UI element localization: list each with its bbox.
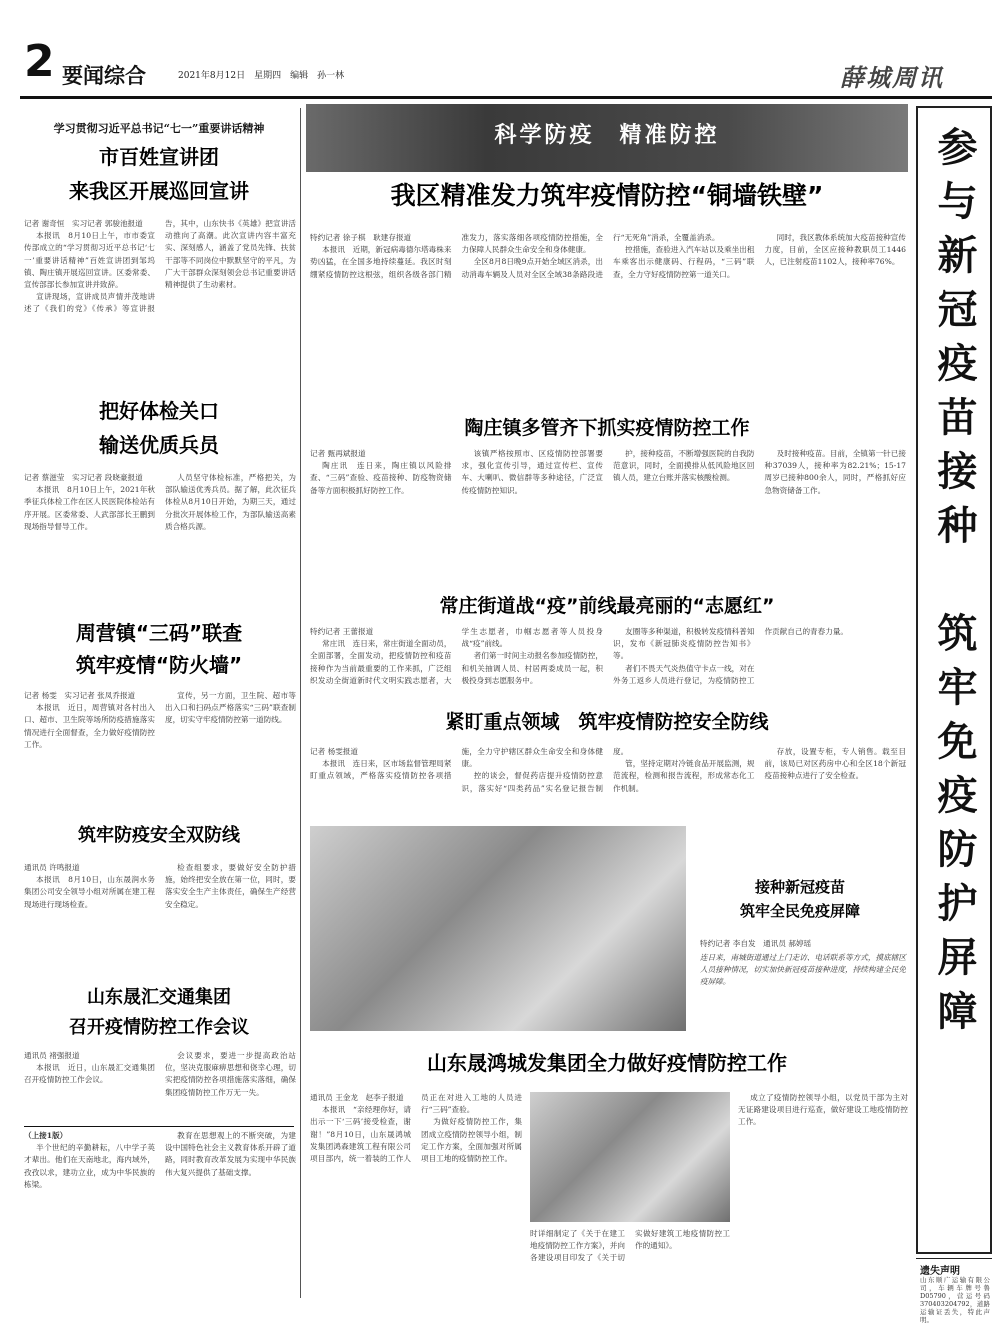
a1-para: 本报讯 8月10日上午，市市委宣传部成立的“学习贯彻习近平总书记‘七一’重要讲话精神”百姓宣讲团到邹坞镇、陶庄镇开展巡回宣讲。区委常委、宣传部部长参加宣讲并致辞。: [24, 231, 155, 290]
hongcheng-byline: 通讯员 王金龙 赵李子报道: [310, 1093, 404, 1102]
newspaper-logo: 薛城周讯: [840, 63, 944, 92]
a1-para: 宣讲现场，宣讲成员声情并茂地讲述了《我们的党》《传承》等宣讲报告，其中，山东快书《英雄》把宣讲活动推向了高潮。此次宣讲内容丰富充实、深刻感人，涵盖了党员先锋、扶贫干部等不同岗位中默默坚守的平凡，为广大干部群众深刻领会总书记重要讲话精神提供了生动素材。: [24, 219, 296, 314]
vaccine-caption: 连日来，南城街道通过上门走访、电话联系等方式，摸底辖区人员接种情况，切实加快新冠疫苗接种进度，持续构建全民免疫屏障。: [700, 953, 906, 987]
hongcheng-title: 山东晟鸿城发集团全力做好疫情防控工作: [427, 1051, 787, 1075]
a3-para: 本报讯 近日，周营镇对各村出入口、超市、卫生院等场所防疫措施落实情况进行全面督查，全力做好疫情防控工作。: [24, 703, 155, 749]
jinding-para: 管，坚持定期对冷链食品开展监测，规范流程，检测和报告流程，形成常态化工作机制。: [613, 759, 755, 793]
a5-title-line2: 召开疫情防控工作会议: [69, 1017, 249, 1038]
a2-title-line2: 输送优质兵员: [99, 433, 219, 457]
taozhuang-body: [310, 448, 906, 572]
a5-para: 会议要求，要进一步提高政治站位，坚决克服麻痹思想和侥幸心理，切实把疫情防控各项措施落实落细，确保集团疫情防控工作万无一失。: [165, 1051, 296, 1097]
a6-rule: [24, 1126, 294, 1127]
page-number: 2: [24, 36, 55, 87]
vaccine-title-line1: 接种新冠疫苗: [754, 878, 845, 896]
changzhuang-title: 常庄街道战“疫”前线最亮丽的“志愿红”: [439, 595, 775, 617]
jinding-para: 存放，设置专柜，专人销售。载至目前，该局已对区药房中心和全区18个新冠疫苗接种点进行了安全检查。: [764, 747, 906, 781]
a3-body: [24, 690, 296, 802]
hongcheng-photo: [530, 1092, 730, 1222]
a1-title-line1: 市百姓宣讲团: [99, 145, 219, 169]
left-column-rule: [300, 108, 301, 1298]
jinding-title: 紧盯重点领域 筑牢疫情防控安全防线: [445, 711, 769, 733]
main-para: 同时，我区教体系统加大疫苗接种宣传力度，目前，全区应接种教职员工1446人，已注射疫苗1102人，接种率76%。: [764, 233, 906, 267]
a1-title-line2: 来我区开展巡回宣讲: [69, 179, 249, 203]
a5-byline: 通讯员 褚强报道: [24, 1051, 80, 1060]
a2-title-line1: 把好体检关口: [99, 399, 219, 423]
a4-para: 本报讯 8月10日，山东晟润水务集团公司安全领导小组对所属在建工程现场进行现场检查。: [24, 875, 155, 909]
jinding-para: 本报讯 连日来，区市场监督管理局紧盯重点领域，严格落实疫情防控各项措施，全力守护辖区群众生命安全和身体健康。: [310, 747, 603, 781]
vaccine-caption-box: [700, 952, 906, 1030]
changzhuang-para: 友圈等多种渠道，积极转发疫情科普知识，发布《新冠肺炎疫情防控告知书》等。: [613, 627, 755, 661]
a1-body: [24, 218, 296, 370]
a6-para: 半个世纪的辛勤耕耘，八中学子英才辈出。他们在天南地北，海内域外，孜孜以求，建功立业，成为中华民族的栋梁。: [24, 1143, 155, 1189]
vaccine-byline: 特约记者 李自发 通讯员 郝婷瑶: [700, 939, 812, 948]
changzhuang-para: 者们第一时间主动报名参加疫情防控，和机关抽调人员、村居两委成员一起，积极投身到志愿服务中。: [461, 651, 603, 685]
changzhuang-para: 常庄讯 连日来，常庄街道全面动员，全面部署，全面发动，把疫情防控和疫苗接种作为当前最重要的工作来抓，广泛组织发动全街道新时代文明实践志愿者，大学生志愿者，巾帼志愿者等人员投身战“疫”前线。: [310, 627, 603, 685]
a6-heading: （上接1版）: [24, 1131, 68, 1140]
a1-byline: 记者 谢奇恒 实习记者 郭骏池报道: [24, 219, 143, 228]
a6-body: [24, 1130, 296, 1298]
main-byline: 特约记者 徐子棋 耿建存报道: [310, 233, 412, 242]
taozhuang-para: 及时接种疫苗。目前，全镇第一针已接种37039人，接种率为82.21%；15-17周岁已接种800余人，同时，严格抓好应急物资储备工作。: [764, 449, 906, 495]
changzhuang-body: [310, 626, 906, 692]
a6-para: 教育在思想观上的不断突破，为建设中国特色社会主义教育体系开辟了道路，同时教育改革发展为实现中华民族伟大复兴提供了基础支撑。: [165, 1131, 296, 1177]
a2-para: 本报讯 8月10日上午，2021年秋季征兵体检工作在区人民医院体检站有序开展。区委常委、人武部部长王鹏到现场指导督导工作。: [24, 485, 155, 531]
jinding-body: [310, 746, 906, 820]
taozhuang-para: 护，接种疫苗，不断增强医院的自我防范意识，同时，全面摸排从低风险地区回镇人员，建立台账并落实核酸检测。: [613, 449, 755, 483]
a3-title-line1: 周营镇“三码”联查: [75, 621, 243, 645]
notice-text: 山东顺广运输有限公司，车辆车牌号鲁D05790，营运号码370403204792，道路运输证丢失，特此声明。: [920, 1276, 990, 1324]
main-para: 本报讯 近期，新冠病毒德尔塔毒株来势凶猛，在全国多地持续蔓延。我区时刻绷紧疫情防控这根弦，组织各级各部门精准发力，落实落细各项疫情防控措施，全力保障人民群众生命安全和身体健康。: [310, 233, 603, 279]
taozhuang-byline: 记者 甄再斌报道: [310, 449, 366, 458]
main-para: 控措施，查验进入汽车站以及乘坐出租车乘客出示健康码、行程码，“三码”联查，全力守好疫情防控第一道关口。: [613, 245, 755, 279]
taozhuang-para: 陶庄讯 连日来，陶庄镇以风险排查、“三码”查验、疫苗接种、防疫物资储备等方面积极抓好防控工作。: [310, 461, 452, 495]
taozhuang-para: 该镇严格按照市、区疫情防控部署要求，强化宣传引导，通过宣传栏、宣传车、大喇叭、微信群等多种途径，广泛宣传疫情防控知识。: [461, 449, 603, 495]
hongcheng-body-left: [310, 1092, 522, 1298]
banner-text: 科学防疫 精准防控: [494, 123, 720, 148]
changzhuang-byline: 特约记者 王蕾报道: [310, 627, 374, 636]
a2-para: 人员坚守体检标准，严格把关，为部队输送优秀兵员。据了解，此次征兵体检从8月10日开始，为期三天，通过分批次开展体检工作，为部队输送高素质合格兵源。: [165, 473, 296, 531]
jinding-byline: 记者 杨雯报道: [310, 747, 358, 756]
sidebar-slogan: 参与新冠疫苗接种 筑牢免疫防护屏障: [931, 126, 977, 1044]
vaccine-title-line2: 筑牢全民免疫屏障: [739, 902, 860, 920]
a1-kicker: 学习贯彻习近平总书记“七一”重要讲话精神: [53, 122, 265, 135]
jinding-para: 控的谈会，督促药店提升疫情防控意识，落实好“四类药品”实名登记报告制度。: [461, 747, 629, 793]
a5-para: 本报讯 近日，山东晟汇交通集团召开疫情防控工作会议。: [24, 1063, 155, 1085]
a4-byline: 通讯员 许鸣报道: [24, 863, 80, 872]
a2-body: [24, 472, 296, 596]
hongcheng-body-under-photo: [530, 1228, 730, 1298]
hongcheng-para: 成立了疫情防控领导小组，以党员干部为主对无证路建设项目进行巡查，做好建设工地疫情防控工作。: [738, 1093, 908, 1127]
vaccination-photo: [310, 826, 686, 1031]
date-line: 2021年8月12日 星期四 编辑 孙一林: [178, 71, 345, 81]
hongcheng-body-right: [738, 1092, 908, 1298]
masthead-rule: [20, 96, 992, 99]
a5-body: [24, 1050, 296, 1122]
main-body: [310, 232, 906, 400]
a3-title-line2: 筑牢疫情“防火墙”: [75, 653, 243, 677]
a2-byline: 记者 蔡滋莹 实习记者 段晓豪报道: [24, 473, 143, 482]
a5-title-line1: 山东晟汇交通集团: [87, 987, 231, 1008]
hongcheng-para: 为做好疫情防控工作，集团成立疫情防控领导小组，制定工作方案，全面加强对所属项目工地的疫情防控工作。: [421, 1117, 522, 1164]
a3-para: 宣传，另一方面，卫生院、超市等出入口和扫码点严格落实“三码”联查制度，切实守牢疫情防控第一道防线。: [165, 691, 296, 725]
main-title: 我区精准发力筑牢疫情防控“铜墙铁壁”: [390, 181, 824, 210]
a4-title: 筑牢防疫安全双防线: [78, 825, 240, 846]
a3-byline: 记者 杨雯 实习记者 张凤乔报道: [24, 691, 136, 700]
main-para: 全区8月8日晚9点开始全域区消杀，出动消毒车辆及人员对全区全域38条路段进行“无死角”消杀，全覆盖消杀。: [461, 233, 720, 279]
hongcheng-para: 时详细制定了《关于在建工地疫情防控工作方案》，并向各建设项目印发了《关于切实做好建筑工地疫情防控工作的通知》。: [530, 1229, 730, 1263]
a4-para: 检查组要求，要做好安全防护措施，始终把安全放在第一位，同时，要落实安全生产主体责任，确保生产经营安全稳定。: [165, 863, 296, 909]
section-title: 要闻综合: [62, 64, 146, 88]
notice-body: [920, 1276, 990, 1324]
hongcheng-para: 本报讯 “亲经理你好，请出示一下‘三码’接受检查，谢谢！”8月10日，山东晟鸿城发集团鸿森建筑工程有限公司项目部内，统一着装的工作人员正在对进入工地的人员进行“三码”查验。: [310, 1093, 522, 1164]
changzhuang-para: 者们不畏天气炎热值守卡点一线，对在外务工返乡人员进行登记，为疫情防控工作贡献自己的青春力量。: [613, 627, 849, 685]
taozhuang-title: 陶庄镇多管齐下抓实疫情防控工作: [464, 417, 750, 439]
notice-title: 遗失声明: [920, 1266, 960, 1277]
a4-body: [24, 862, 296, 980]
